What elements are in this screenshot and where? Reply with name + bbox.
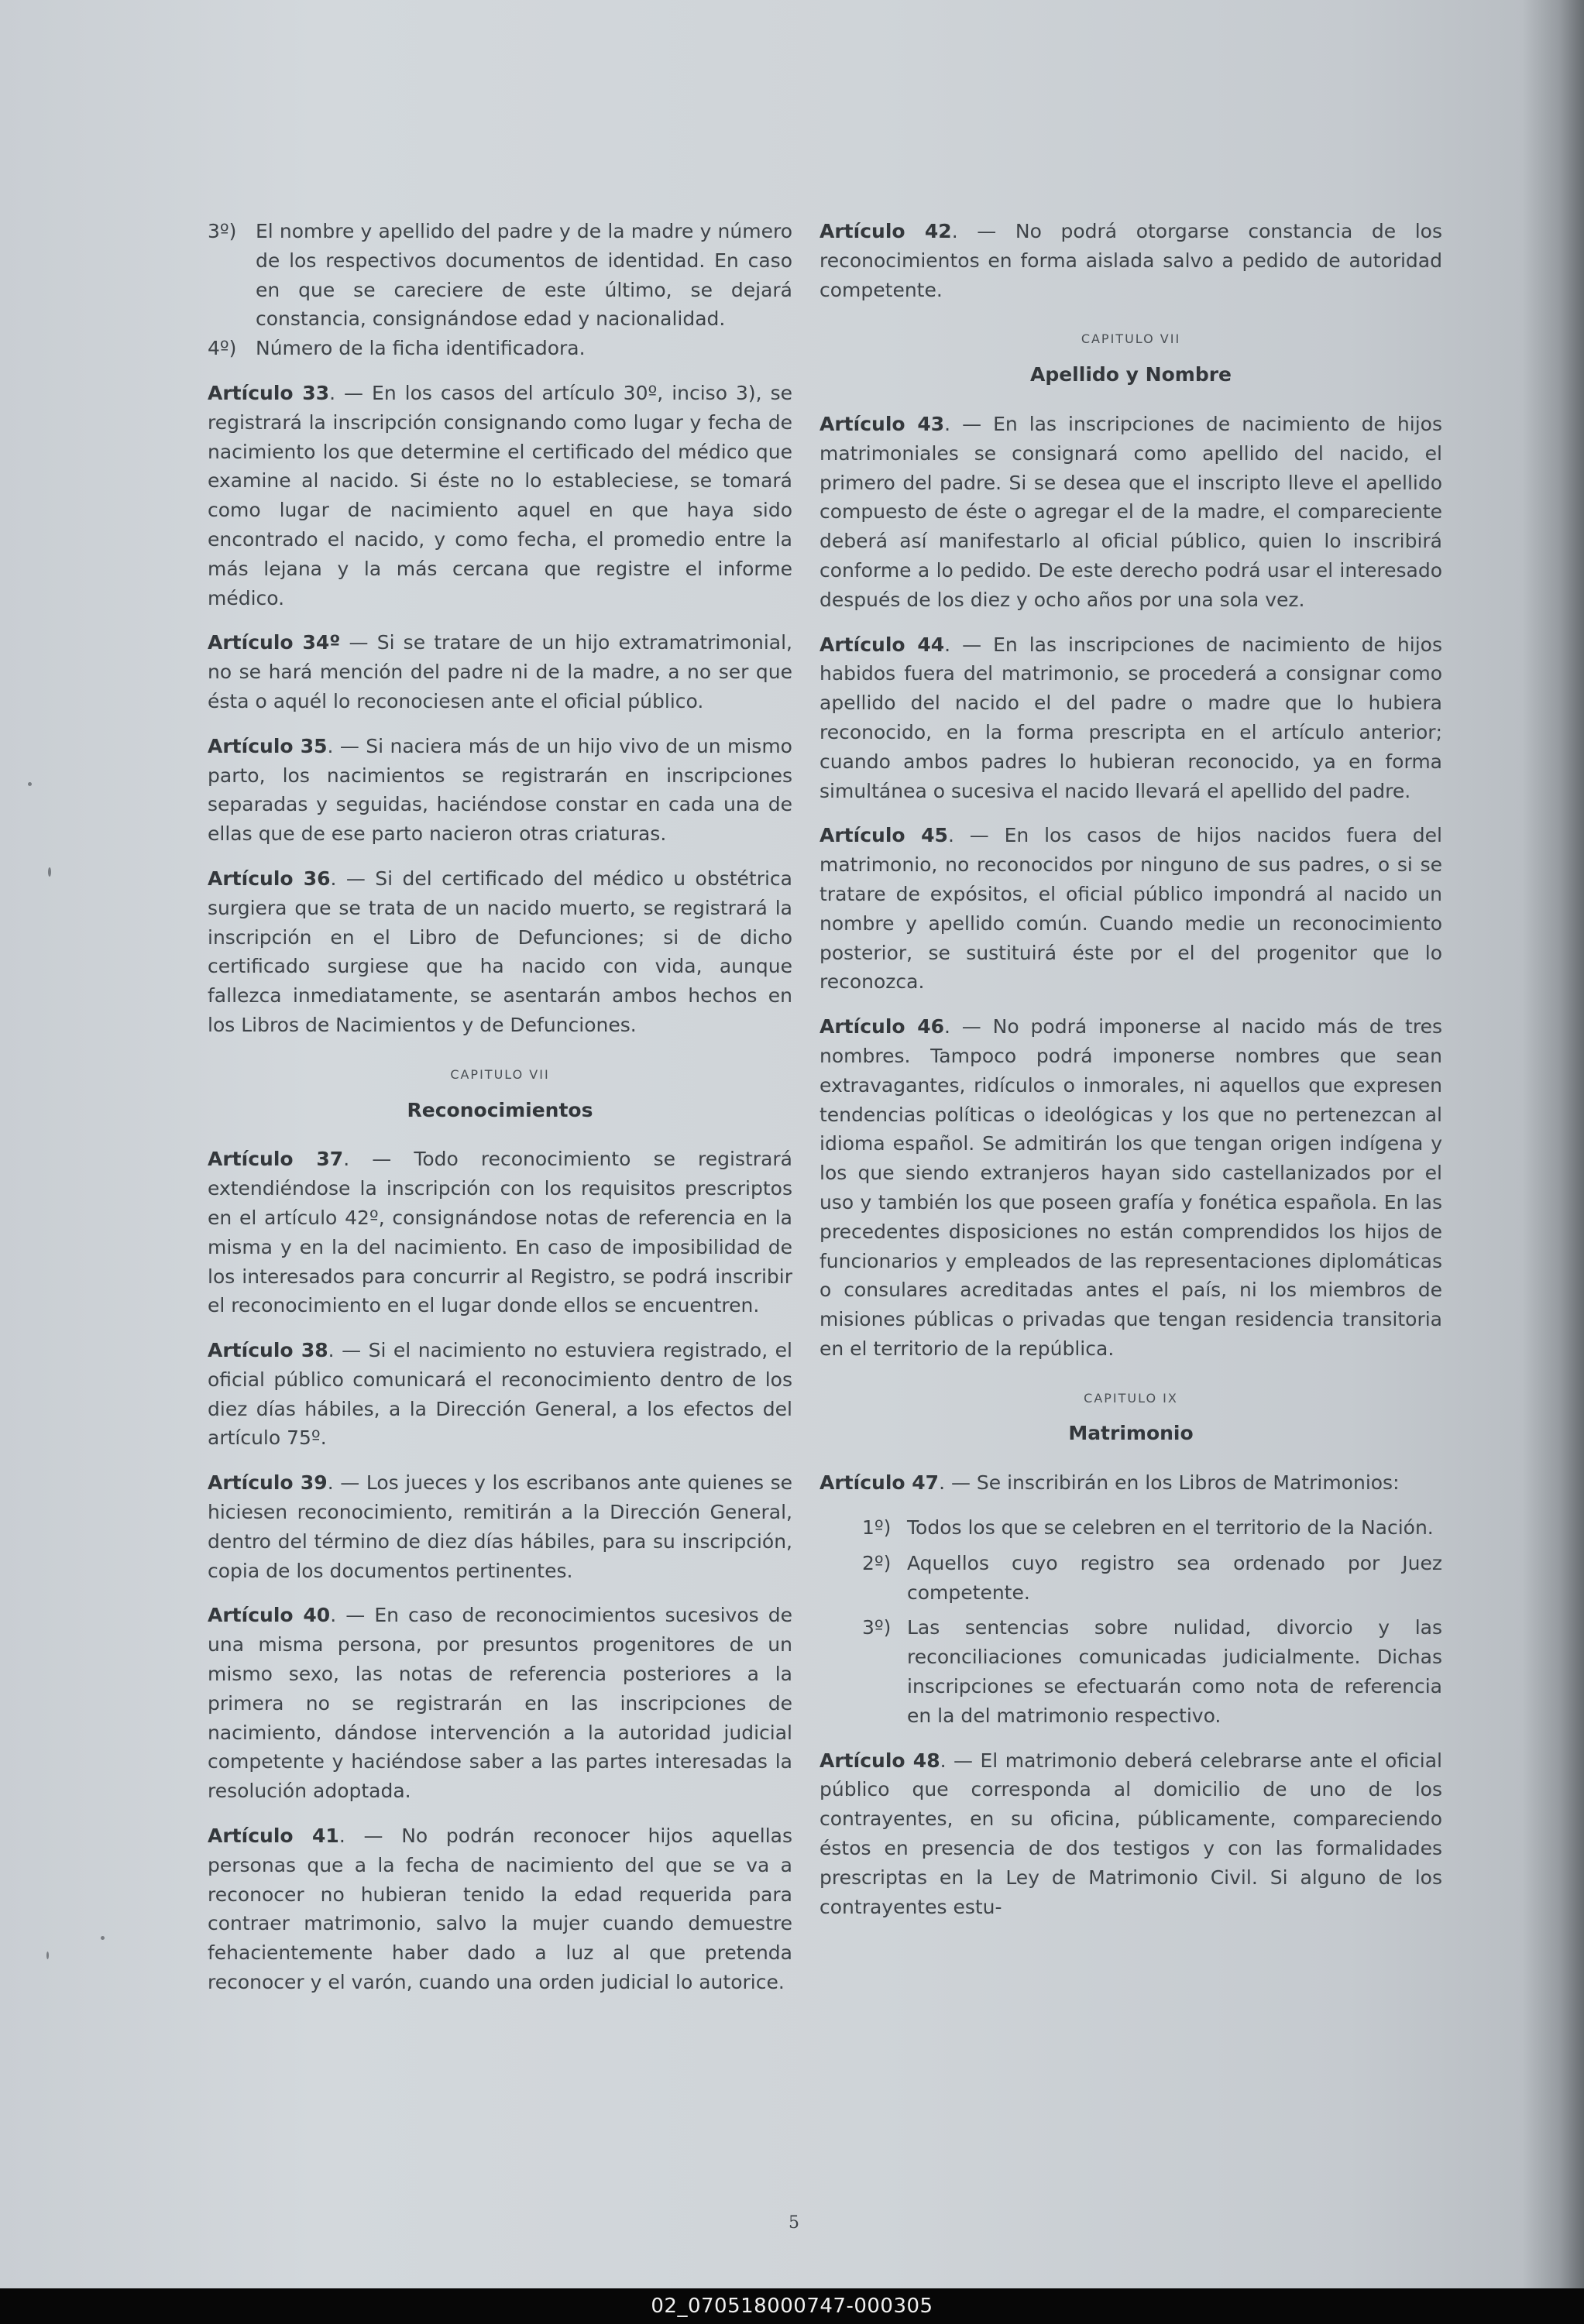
scan-speck <box>46 1952 49 1959</box>
list-number: 3º) <box>862 1616 892 1639</box>
list-number: 1º) <box>862 1516 892 1540</box>
list-text: Aquellos cuyo registro sea ordenado por Juez competente. <box>907 1551 1442 1604</box>
article-text: . — Todo reconocimiento se registrará extendiéndose la inscripción con los requisitos prescriptos en el artículo 42º, consignándose notas de referencia en la misma y en la del nacimiento. En caso de imposibilidad de los interesados para concurrir al Registro, se podrá inscribir el reconocimiento en el lugar donde ellos se encuentren. <box>208 1148 793 1317</box>
chapter-label: CAPITULO IX <box>1084 1390 1178 1406</box>
left-column <box>208 217 792 2013</box>
article-text: . — En los casos del artículo 30º, inciso 3), se registrará la inscripción consignando como lugar y fecha de nacimiento los que determine el certificado del médico que examine al nacido. Si éste no lo estableciese, se tomará como lugar de nacimiento aquel en que haya sido encontrado el nacido, y como fecha, el promedio entre la más lejana y la más cercana que registre el informe médico. <box>208 381 792 609</box>
chapter-label: CAPITULO VII <box>450 1066 550 1082</box>
article-text: . — El matrimonio deberá celebrarse ante el oficial público que corresponda al domicilio de uno de los contrayentes, en su oficina, públicamente, compareciendo éstos en presencia de dos testigos y con las formalidades prescriptas en la Ley de Matrimonio Civil. Si alguno de los contrayentes estu- <box>819 1749 1442 1918</box>
list-text: Todos los que se celebren en el territorio de la Nación. <box>907 1516 1434 1540</box>
article-text: . — En las inscripciones de nacimiento de hijos matrimoniales se consignará como apellido del nacido, el primero del padre. Si se desea que el inscripto lleve el apellido compuesto de éste o agregar el de la madre, el compareciente deberá así manifestarlo al oficial público, quien lo inscribirá conforme a lo pedido. De este derecho podrá usar el interesado después de los diez y ocho años por una sola vez. <box>819 412 1442 611</box>
article-39 <box>208 1468 792 1585</box>
article-label: Artículo 37 <box>208 1148 344 1171</box>
list-number: 4º) <box>208 337 237 360</box>
article-text: . — Si del certificado del médico u obstétrica surgiera que se trata de un nacido muerto, se registrará la inscripción en el Libro de Defunciones; si de dicho certificado surgiese que ha nacido con vida, aunque fallezca inmediatamente, se asentarán ambos hechos en los Libros de Nacimientos y de Defunciones. <box>208 867 792 1036</box>
article-label: Artículo 46 <box>819 1015 944 1038</box>
article-text: . — No podrá imponerse al nacido más de tres nombres. Tampoco podrá imponerse nombres que sean extravagantes, ridículos o inmorales, ni aquellos que expresen tendencias políticas o ideológicas y los que no pertenezcan al idioma español. Se admitirán los que tengan origen indígena y los que siendo extranjeros hayan sido castellanizados por el uso y también los que poseen grafía y fonética española. En las precedentes disposiciones no están comprendidos los hijos de funcionarios y empleados de las representaciones diplomáticas o consulares acreditadas antes el país, ni los miembros de misiones públicas o privadas que tengan residencia transitoria en el territorio de la república. <box>819 1015 1442 1360</box>
article-label: Artículo 39 <box>208 1471 328 1495</box>
article-text: . — En las inscripciones de nacimiento de hijos habidos fuera del matrimonio, se procederá a consignar como apellido del nacido el del padre o madre que lo hubiera reconocido, en la forma prescripta en el artículo anterior; cuando ambos padres lo hubieran reconocido, ya en forma simultánea o sucesiva el nacido llevará el apellido del padre. <box>819 633 1442 802</box>
scan-speck <box>28 782 32 786</box>
article-label: Artículo 47 <box>819 1471 940 1495</box>
list-number: 2º) <box>862 1551 892 1574</box>
list-text: Número de la ficha identificadora. <box>256 337 586 360</box>
article-text: . — Si el nacimiento no estuviera registrado, el oficial público comunicará el reconocimiento dentro de los diez días hábiles, a la Dirección General, a los efectos del artículo 75º. <box>208 1339 792 1450</box>
article-35 <box>208 732 792 849</box>
section-heading: Apellido y Nombre <box>1029 363 1232 386</box>
article-label: Artículo 45 <box>819 824 948 847</box>
article-label: Artículo 33 <box>208 381 330 404</box>
article-48 <box>819 1746 1442 1922</box>
article-41 <box>208 1821 792 1997</box>
article-text: . — No podrán reconocer hijos aquellas personas que a la fecha de nacimiento del que se va a reconocer no hubieran tenido la edad requerida para contraer matrimonio, salvo la mujer cuando demuestre fehacientemente haber dado a luz al que pretenda reconocer y el varón, cuando una orden judicial lo autorice. <box>208 1825 792 1994</box>
numbered-list <box>819 1513 1442 1731</box>
article-label: Artículo 43 <box>819 412 945 435</box>
article-label: Artículo 36 <box>208 867 331 890</box>
article-45 <box>819 821 1442 997</box>
list-text: Las sentencias sobre nulidad, divorcio y las reconciliaciones comunicadas judicialmente. Dichas inscripciones se efectuarán como nota de referencia en la del matrimonio respectivo. <box>907 1616 1442 1727</box>
article-label: Artículo 48 <box>819 1749 940 1772</box>
article-text: — Si se tratare de un hijo extramatrimonial, no se hará mención del padre ni de la madre, a no ser que ésta o aquél lo reconociesen ante el oficial público. <box>208 631 792 712</box>
article-43 <box>819 410 1442 615</box>
article-label: Artículo 41 <box>208 1825 339 1848</box>
article-label: Artículo 42 <box>819 220 952 242</box>
article-44 <box>819 630 1442 806</box>
article-label: Artículo 35 <box>208 734 328 757</box>
article-label: Artículo 40 <box>208 1604 331 1627</box>
article-33 <box>208 379 792 613</box>
article-37 <box>208 1145 792 1320</box>
article-34 <box>208 628 792 716</box>
chapter-label: CAPITULO VII <box>1081 331 1181 347</box>
article-36 <box>208 864 792 1040</box>
list-item <box>208 217 792 334</box>
article-label: Artículo 34º <box>208 631 341 654</box>
article-text: . — Si naciera más de un hijo vivo de un mismo parto, los nacimientos se registrarán en inscripciones separadas y seguidas, haciéndose constar en cada una de ellas que de ese parto nacieron otras criaturas. <box>208 734 792 846</box>
article-46 <box>819 1012 1442 1364</box>
list-item <box>862 1549 1442 1608</box>
scan-speck <box>101 1936 105 1940</box>
list-number: 3º) <box>208 220 237 242</box>
article-text: . — En caso de reconocimientos sucesivos de una misma persona, por presuntos progenitores de un mismo sexo, las notas de referencia posteriores a la primera no se registrarán en las inscripciones de nacimiento, dándose intervención a la autoridad judicial competente y haciéndose saber a las partes interesadas la resolución adoptada. <box>208 1604 792 1803</box>
page-number: 5 <box>789 2213 799 2233</box>
article-label: Artículo 44 <box>819 633 945 656</box>
article-text: . — En los casos de hijos nacidos fuera del matrimonio, no reconocidos por ninguno de sus padres, o si se tratare de expósitos, el oficial público impondrá al nacido un nombre y apellido común. Cuando medie un reconocimiento posterior, se sustituirá éste por el del progenitor que lo reconozca. <box>819 824 1442 994</box>
image-id-footer: 02_070518000747-000305 <box>0 2288 1584 2324</box>
article-38 <box>208 1336 792 1453</box>
article-label: Artículo 38 <box>208 1339 328 1362</box>
list-item <box>862 1513 1442 1543</box>
article-text: . — No podrá otorgarse constancia de los reconocimientos en forma aislada salvo a pedido de autoridad competente. <box>819 220 1442 301</box>
section-heading: Reconocimientos <box>407 1098 593 1121</box>
article-42 <box>819 217 1442 304</box>
article-47 <box>819 1468 1442 1498</box>
section-heading: Matrimonio <box>1068 1422 1194 1445</box>
scan-speck <box>48 867 51 877</box>
article-40 <box>208 1601 792 1806</box>
list-item <box>862 1613 1442 1730</box>
list-item <box>208 334 792 363</box>
right-column <box>819 217 1442 1937</box>
list-text: El nombre y apellido del padre y de la madre y número de los respectivos documentos de identidad. En caso en que se careciere de este último, se dejará constancia, consignándose edad y nacionalidad. <box>256 220 792 331</box>
article-text: . — Los jueces y los escribanos ante quienes se hiciesen reconocimiento, remitirán a la Dirección General, dentro del término de diez días hábiles, para su inscripción, copia de los documentos pertinentes. <box>208 1471 792 1582</box>
article-text: . — Se inscribirán en los Libros de Matrimonios: <box>939 1471 1400 1495</box>
page-shadow-edge <box>1522 0 1584 2288</box>
